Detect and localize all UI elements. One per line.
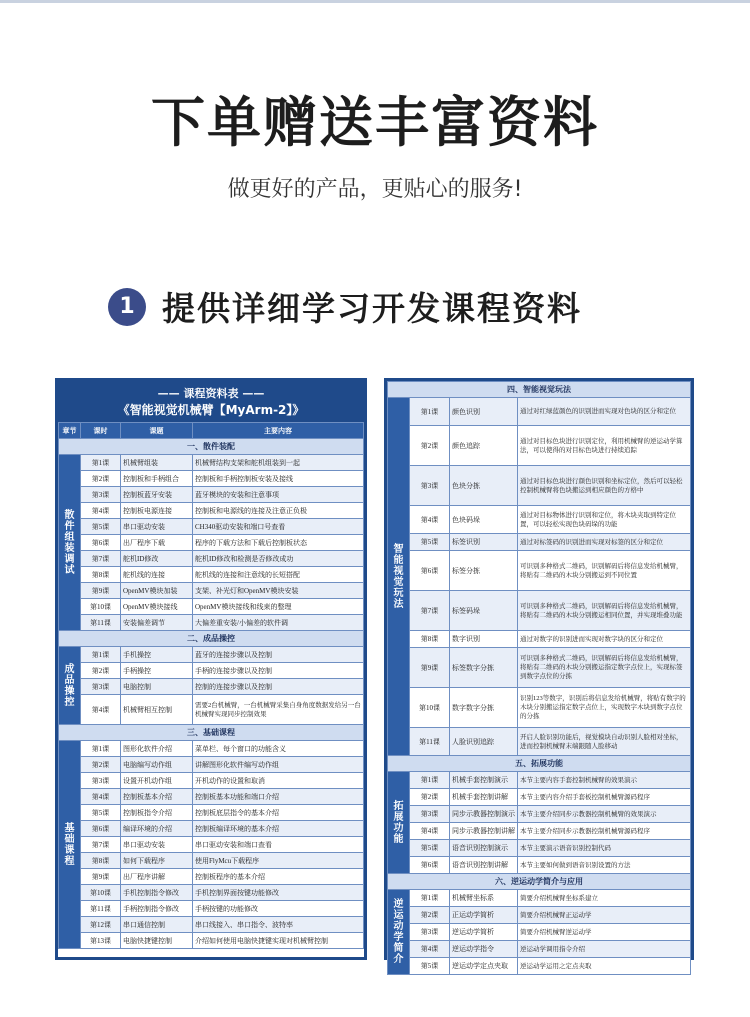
top-divider xyxy=(0,0,750,3)
table-row xyxy=(388,772,691,789)
lesson-number: 第4课 xyxy=(410,941,450,958)
lesson-content: 可识别多种格式二维码，识别解码后将信息发给机械臂，将贴有二维码的木块分别搬运到不同位置 xyxy=(518,551,691,591)
lesson-number: 第1课 xyxy=(81,647,121,663)
lesson-topic: 手柄操控 xyxy=(121,663,193,679)
table-row xyxy=(388,426,691,466)
col-content: 主要内容 xyxy=(193,423,364,439)
lesson-topic: 设置开机动作组 xyxy=(121,773,193,789)
col-topic: 课题 xyxy=(121,423,193,439)
lesson-number: 第10课 xyxy=(410,688,450,728)
lesson-number: 第10课 xyxy=(81,599,121,615)
col-chapter: 章节 xyxy=(59,423,81,439)
lesson-topic: 机械手套控制讲解 xyxy=(450,789,518,806)
lesson-number: 第8课 xyxy=(81,853,121,869)
lesson-topic: 控制板电源连接 xyxy=(121,503,193,519)
course-table-columns xyxy=(59,423,364,439)
section-title: 三、基础课程 xyxy=(59,725,364,741)
lesson-content: 使用FlyMcu下载程序 xyxy=(193,853,364,869)
lesson-number: 第1课 xyxy=(81,741,121,757)
lesson-content: CH340驱动安装和端口号查看 xyxy=(193,519,364,535)
table-row xyxy=(388,958,691,975)
lesson-number: 第6课 xyxy=(81,821,121,837)
lesson-topic: 控制板指令介绍 xyxy=(121,805,193,821)
chapter-label: 成 品 操 控 xyxy=(59,647,81,725)
lesson-topic: 图形化软件介绍 xyxy=(121,741,193,757)
page-subtitle: 做更好的产品，更贴心的服务! xyxy=(227,177,523,202)
course-table xyxy=(58,422,364,949)
course-table-left xyxy=(55,378,367,960)
table-row xyxy=(59,885,364,901)
lesson-content: 简要介绍机械臂逆运动学 xyxy=(518,924,691,941)
table-row xyxy=(59,805,364,821)
table-row xyxy=(388,857,691,874)
lesson-topic: 逆运动学简析 xyxy=(450,924,518,941)
lesson-number: 第6课 xyxy=(410,857,450,874)
lesson-number: 第11课 xyxy=(81,615,121,631)
chapter-label: 拓 展 功 能 xyxy=(388,772,410,874)
table-row xyxy=(59,837,364,853)
table-row xyxy=(388,551,691,591)
lesson-topic: 舵机ID修改 xyxy=(121,551,193,567)
lesson-topic: 电脑编写动作组 xyxy=(121,757,193,773)
lesson-number: 第2课 xyxy=(81,663,121,679)
lesson-content: 大偏差重安装/小偏差的软件调 xyxy=(193,615,364,631)
lesson-number: 第3课 xyxy=(81,679,121,695)
table-row xyxy=(59,567,364,583)
table-row xyxy=(59,789,364,805)
table-row xyxy=(388,591,691,631)
table-row xyxy=(59,663,364,679)
table-row xyxy=(388,907,691,924)
lesson-topic: 机械手套控制演示 xyxy=(450,772,518,789)
lesson-number: 第5课 xyxy=(410,840,450,857)
table-row xyxy=(388,466,691,506)
lesson-number: 第7课 xyxy=(81,837,121,853)
lesson-content: 开启人脸识别功能后，视觉模块自动识别人脸相对坐标，进而控制机械臂末端跟随人脸移动 xyxy=(518,728,691,756)
page-title: 下单赠送丰富资料 xyxy=(151,91,599,154)
lesson-topic: 机械臂组装 xyxy=(121,455,193,471)
lesson-content: 本节主要介绍同步示教器控制机械臂的效果演示 xyxy=(518,806,691,823)
lesson-number: 第2课 xyxy=(410,789,450,806)
lesson-topic: 出厂程序讲解 xyxy=(121,869,193,885)
lesson-number: 第1课 xyxy=(410,890,450,907)
section-row xyxy=(59,439,364,455)
lesson-number: 第11课 xyxy=(81,901,121,917)
table-row xyxy=(59,757,364,773)
lesson-content: 通过对目标色块进行颜色识别和坐标定位，然后可以轻松控制机械臂将色块搬运到相应颜色的方格中 xyxy=(518,466,691,506)
lesson-topic: 安装偏差调节 xyxy=(121,615,193,631)
table-row xyxy=(388,688,691,728)
table-row xyxy=(59,535,364,551)
lesson-number: 第9课 xyxy=(81,869,121,885)
table-row xyxy=(388,631,691,648)
table-row xyxy=(388,890,691,907)
lesson-topic: 手机操控 xyxy=(121,647,193,663)
col-lesson: 课时 xyxy=(81,423,121,439)
course-table-caption: —— 课程资料表 —— xyxy=(157,387,265,400)
lesson-content: 本节主要介绍同步示教器控制机械臂源码程序 xyxy=(518,823,691,840)
lesson-topic: 色块码垛 xyxy=(450,506,518,534)
lesson-topic: 控制板和手柄组合 xyxy=(121,471,193,487)
lesson-content: 逆运动学调用指令介绍 xyxy=(518,941,691,958)
section-title: 二、成品操控 xyxy=(59,631,364,647)
lesson-topic: 同步示教器控制讲解 xyxy=(450,823,518,840)
table-row xyxy=(59,901,364,917)
lesson-number: 第6课 xyxy=(410,551,450,591)
lesson-number: 第11课 xyxy=(410,728,450,756)
table-row xyxy=(59,679,364,695)
lesson-number: 第6课 xyxy=(81,535,121,551)
lesson-number: 第1课 xyxy=(81,455,121,471)
course-table xyxy=(387,381,691,975)
lesson-topic: 颜色识别 xyxy=(450,398,518,426)
lesson-content: 蓝牙模块的安装和注意事项 xyxy=(193,487,364,503)
table-row xyxy=(388,840,691,857)
lesson-topic: 串口通信控制 xyxy=(121,917,193,933)
lesson-content: 控制板程序的基本介绍 xyxy=(193,869,364,885)
lesson-topic: 标签识别 xyxy=(450,534,518,551)
lesson-content: 菜单栏、每个窗口的功能含义 xyxy=(193,741,364,757)
table-row xyxy=(59,455,364,471)
table-row xyxy=(388,806,691,823)
section-number-badge: 1 xyxy=(108,288,146,326)
lesson-number: 第4课 xyxy=(410,506,450,534)
lesson-content: 手柄的连接步骤以及控制 xyxy=(193,663,364,679)
table-row xyxy=(59,519,364,535)
section-title: 四、智能视觉玩法 xyxy=(388,382,691,398)
lesson-topic: 手柄控制指令修改 xyxy=(121,901,193,917)
table-row xyxy=(388,924,691,941)
lesson-content: 手柄按键的功能修改 xyxy=(193,901,364,917)
lesson-number: 第8课 xyxy=(410,631,450,648)
section-title: 一、散件装配 xyxy=(59,439,364,455)
table-row xyxy=(59,503,364,519)
lesson-number: 第4课 xyxy=(81,695,121,725)
lesson-topic: 如何下载程序 xyxy=(121,853,193,869)
section-row xyxy=(59,725,364,741)
lesson-number: 第3课 xyxy=(410,924,450,941)
table-row xyxy=(59,695,364,725)
table-row xyxy=(388,534,691,551)
course-table-product-title: 《智能视觉机械臂【MyArm-2】》 xyxy=(117,403,305,417)
lesson-topic: 电脑控制 xyxy=(121,679,193,695)
lesson-topic: 电脑快捷键控制 xyxy=(121,933,193,949)
lesson-number: 第1课 xyxy=(410,398,450,426)
lesson-number: 第9课 xyxy=(81,583,121,599)
section-row xyxy=(59,631,364,647)
lesson-content: 介绍如何使用电脑快捷键实现对机械臂控制 xyxy=(193,933,364,949)
table-row xyxy=(388,506,691,534)
lesson-topic: 逆运动学指令 xyxy=(450,941,518,958)
table-row xyxy=(59,615,364,631)
table-row xyxy=(59,471,364,487)
lesson-number: 第5课 xyxy=(81,805,121,821)
course-table-header xyxy=(58,381,364,422)
lesson-number: 第7课 xyxy=(81,551,121,567)
chapter-label: 散 件 组 装 调 试 xyxy=(59,455,81,631)
lesson-content: 本节主要内容介绍手套板控制机械臂源码程序 xyxy=(518,789,691,806)
lesson-number: 第10课 xyxy=(81,885,121,901)
lesson-number: 第3课 xyxy=(81,487,121,503)
lesson-topic: 手机控制指令修改 xyxy=(121,885,193,901)
table-row xyxy=(59,853,364,869)
lesson-number: 第9课 xyxy=(410,648,450,688)
lesson-number: 第3课 xyxy=(81,773,121,789)
lesson-content: 串口线接入、串口指令、波特率 xyxy=(193,917,364,933)
section-title: 六、逆运动学简介与应用 xyxy=(388,874,691,890)
lesson-topic: 标签码垛 xyxy=(450,591,518,631)
lesson-number: 第4课 xyxy=(81,789,121,805)
section-row xyxy=(388,874,691,890)
lesson-content: 舵机线的连接和注意线的长短搭配 xyxy=(193,567,364,583)
lesson-topic: 颜色追踪 xyxy=(450,426,518,466)
table-row xyxy=(388,789,691,806)
lesson-topic: OpenMV模块接线 xyxy=(121,599,193,615)
lesson-number: 第5课 xyxy=(410,958,450,975)
lesson-topic: 机械臂坐标系 xyxy=(450,890,518,907)
lesson-content: 控制板编译环境的基本介绍 xyxy=(193,821,364,837)
lesson-content: 可识别多种格式二维码，识别解码后将信息发给机械臂，将贴有二维码的木块分别搬运相同位置，并实现堆叠功能 xyxy=(518,591,691,631)
lesson-content: 逆运动学运用之定点夹取 xyxy=(518,958,691,975)
lesson-number: 第4课 xyxy=(81,503,121,519)
section-row xyxy=(388,382,691,398)
lesson-topic: 逆运动学定点夹取 xyxy=(450,958,518,975)
lesson-content: 舵机ID修改和检测是否修改成功 xyxy=(193,551,364,567)
lesson-content: 程序的下载方法和下载后控制板状态 xyxy=(193,535,364,551)
lesson-number: 第5课 xyxy=(410,534,450,551)
table-row xyxy=(59,917,364,933)
lesson-content: 本节主要内容手套控制机械臂的效果演示 xyxy=(518,772,691,789)
lesson-content: 控制板和电源线的连接及注意正负极 xyxy=(193,503,364,519)
lesson-content: 开机动作的设置和取消 xyxy=(193,773,364,789)
lesson-number: 第8课 xyxy=(81,567,121,583)
chapter-label: 逆 运 动 学 简 介 xyxy=(388,890,410,975)
table-row xyxy=(59,773,364,789)
lesson-content: 讲解图形化软件编写动作组 xyxy=(193,757,364,773)
table-row xyxy=(59,599,364,615)
section-title: 五、拓展功能 xyxy=(388,756,691,772)
chapter-label: 智 能 视 觉 玩 法 xyxy=(388,398,410,756)
lesson-topic: OpenMV模块加装 xyxy=(121,583,193,599)
lesson-content: 通过对红绿蓝颜色的识别进而实现对色块的区分和定位 xyxy=(518,398,691,426)
lesson-number: 第1课 xyxy=(410,772,450,789)
section-heading xyxy=(108,283,582,330)
lesson-topic: 出厂程序下载 xyxy=(121,535,193,551)
lesson-topic: 标签分拣 xyxy=(450,551,518,591)
table-row xyxy=(59,933,364,949)
lesson-number: 第3课 xyxy=(410,806,450,823)
lesson-topic: 机械臂相互控制 xyxy=(121,695,193,725)
lesson-content: 控制板和手柄控制板安装及接线 xyxy=(193,471,364,487)
lesson-content: 机械臂结构支架和舵机组装到一起 xyxy=(193,455,364,471)
lesson-content: 需要2台机械臂，一台机械臂采集自身角度数据发给另一台机械臂实现同步控制效果 xyxy=(193,695,364,725)
course-table-right xyxy=(384,378,694,970)
table-row xyxy=(59,821,364,837)
lesson-content: 手机控制界面按键功能修改 xyxy=(193,885,364,901)
lesson-content: 通过对目标色块进行识别定位，利用机械臂的逆运动学算法，可以使得的对目标色块进行持续追踪 xyxy=(518,426,691,466)
lesson-number: 第5课 xyxy=(81,519,121,535)
lesson-topic: 数字识别 xyxy=(450,631,518,648)
table-row xyxy=(59,487,364,503)
lesson-content: 蓝牙的连接步骤以及控制 xyxy=(193,647,364,663)
table-row xyxy=(388,728,691,756)
section-title: 提供详细学习开发课程资料 xyxy=(162,289,582,328)
table-row xyxy=(59,551,364,567)
lesson-topic: 串口驱动安装 xyxy=(121,837,193,853)
lesson-content: OpenMV模块接线和线束的整理 xyxy=(193,599,364,615)
lesson-topic: 语音识别控制讲解 xyxy=(450,857,518,874)
lesson-content: 识别123等数字，识别后将信息发给机械臂，将贴有数字的木块分别搬运指定数字点位上，实现数字木块到数字点位的分拣 xyxy=(518,688,691,728)
table-row xyxy=(59,741,364,757)
chapter-label: 基 础 课 程 xyxy=(59,741,81,949)
lesson-content: 通过对数字的识别进而实现对数字块的区分和定位 xyxy=(518,631,691,648)
lesson-number: 第4课 xyxy=(410,823,450,840)
lesson-number: 第12课 xyxy=(81,917,121,933)
section-row xyxy=(388,756,691,772)
lesson-number: 第2课 xyxy=(410,426,450,466)
lesson-topic: 串口驱动安装 xyxy=(121,519,193,535)
lesson-number: 第7课 xyxy=(410,591,450,631)
lesson-content: 控制板基本功能和端口介绍 xyxy=(193,789,364,805)
lesson-content: 控制的连接步骤以及控制 xyxy=(193,679,364,695)
lesson-content: 控制板底层指令的基本介绍 xyxy=(193,805,364,821)
lesson-content: 本节主要演示语音识别控制代码 xyxy=(518,840,691,857)
table-row xyxy=(59,647,364,663)
lesson-topic: 舵机线的连接 xyxy=(121,567,193,583)
table-row xyxy=(388,941,691,958)
lesson-content: 串口驱动安装和端口查看 xyxy=(193,837,364,853)
lesson-content: 本节主要如何做到语音识别设置的方法 xyxy=(518,857,691,874)
lesson-topic: 编译环境的介绍 xyxy=(121,821,193,837)
table-row xyxy=(388,823,691,840)
lesson-content: 通过对标签码的识别进而实现对标签的区分和定位 xyxy=(518,534,691,551)
lesson-content: 简要介绍机械臂坐标系建立 xyxy=(518,890,691,907)
lesson-number: 第2课 xyxy=(410,907,450,924)
lesson-topic: 正运动学简析 xyxy=(450,907,518,924)
lesson-content: 简要介绍机械臂正运动学 xyxy=(518,907,691,924)
lesson-content: 通过对目标物体进行识别和定位，将木块夹取到特定位置，可以轻松实现色块码垛的功能 xyxy=(518,506,691,534)
lesson-content: 支架、补光灯和OpenMV模块安装 xyxy=(193,583,364,599)
lesson-number: 第2课 xyxy=(81,757,121,773)
lesson-number: 第13课 xyxy=(81,933,121,949)
lesson-topic: 控制板基本介绍 xyxy=(121,789,193,805)
lesson-topic: 标签数字分拣 xyxy=(450,648,518,688)
lesson-number: 第3课 xyxy=(410,466,450,506)
table-row xyxy=(388,648,691,688)
lesson-topic: 语音识别控制演示 xyxy=(450,840,518,857)
lesson-topic: 色块分拣 xyxy=(450,466,518,506)
lesson-topic: 数字数字分拣 xyxy=(450,688,518,728)
lesson-topic: 人脸识别追踪 xyxy=(450,728,518,756)
table-row xyxy=(59,583,364,599)
lesson-content: 可识别多种格式二维码，识别解码后将信息发给机械臂，将贴有二维码的木块分别搬运指定数字点位上，实现标签到数字点位的分拣 xyxy=(518,648,691,688)
lesson-number: 第2课 xyxy=(81,471,121,487)
table-row xyxy=(388,398,691,426)
lesson-topic: 控制板蓝牙安装 xyxy=(121,487,193,503)
lesson-topic: 同步示教器控制演示 xyxy=(450,806,518,823)
table-row xyxy=(59,869,364,885)
